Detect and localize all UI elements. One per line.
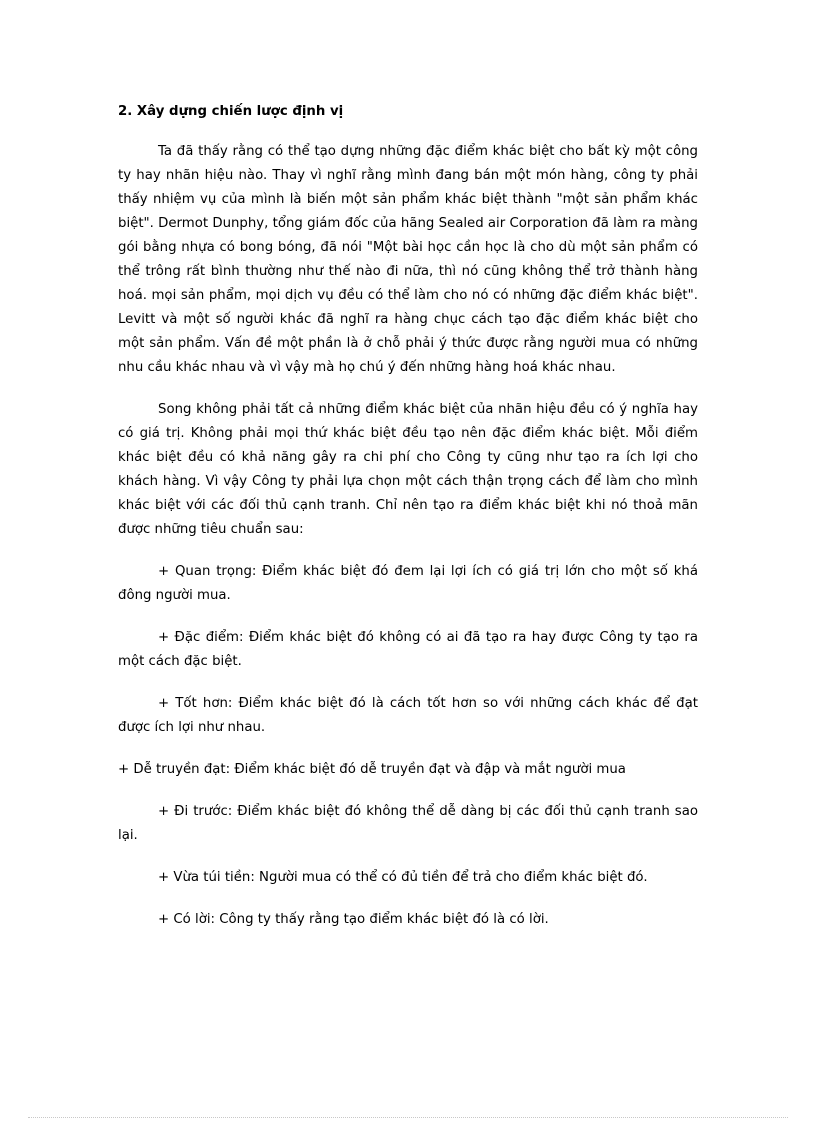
criterion-important: + Quan trọng: Điểm khác biệt đó đem lại lợi ích có giá trị lớn cho một số khá đông người mua. (118, 564, 698, 603)
criterion-superior: + Tốt hơn: Điểm khác biệt đó là cách tốt hơn so với những cách khác để đạt được ích lợi như nhau. (118, 696, 698, 735)
criterion-distinctive: + Đặc điểm: Điểm khác biệt đó không có ai đã tạo ra hay được Công ty tạo ra một cách đặc biệt. (118, 630, 698, 669)
page-bottom-border (28, 1117, 788, 1118)
criterion-preemptive: + Đi trước: Điểm khác biệt đó không thể dễ dàng bị các đối thủ cạnh tranh sao lại. (118, 804, 698, 843)
criterion-profitable: + Có lời: Công ty thấy rằng tạo điểm khác biệt đó là có lời. (158, 912, 549, 927)
document-body (118, 100, 698, 950)
section-heading: 2. Xây dựng chiến lược định vị (118, 104, 344, 119)
criterion-communicable: + Dễ truyền đạt: Điểm khác biệt đó dễ truyền đạt và đập và mắt người mua (118, 762, 626, 777)
criterion-affordable: + Vừa túi tiền: Người mua có thể có đủ tiền để trả cho điểm khác biệt đó. (158, 870, 648, 885)
paragraph-differentiation-intro: Ta đã thấy rằng có thể tạo dựng những đặc điểm khác biệt cho bất kỳ một công ty hay nhãn hiệu nào. Thay vì nghĩ rằng mình đang bán một món hàng, công ty phải thấy nhiệm vụ của mình là biến một sản phẩm khác biệt thành "một sản phẩm khác biệt". Dermot Dunphy, tổng giám đốc của hãng Sealed air Corporation đã làm ra màng gói bằng nhựa có bong bóng, đã nói "Một bài học cần học là cho dù một sản phẩm có thể trông rất bình thường như thế nào đi nữa, thì nó cũng không thể trở thành hàng hoá. mọi sản phẩm, mọi dịch vụ đều có thể làm cho nó có những đặc điểm khác biệt". Levitt và một số người khác đã nghĩ ra hàng chục cách tạo đặc điểm khác biệt cho một sản phẩm. Vấn đề một phần là ở chỗ phải ý thức được rằng người mua có những nhu cầu khác nhau và vì vậy mà họ chú ý đến những hàng hoá khác nhau. (118, 144, 698, 375)
paragraph-differentiation-criteria: Song không phải tất cả những điểm khác biệt của nhãn hiệu đều có ý nghĩa hay có giá trị. Không phải mọi thứ khác biệt đều tạo nên đặc điểm khác biệt. Mỗi điểm khác biệt đều có khả năng gây ra chi phí cho Công ty cũng như tạo ra ích lợi cho khách hàng. Vì vậy Công ty phải lựa chọn một cách thận trọng cách để làm cho mình khác biệt với các đối thủ cạnh tranh. Chỉ nên tạo ra điểm khác biệt khi nó thoả mãn được những tiêu chuẩn sau: (118, 402, 698, 537)
